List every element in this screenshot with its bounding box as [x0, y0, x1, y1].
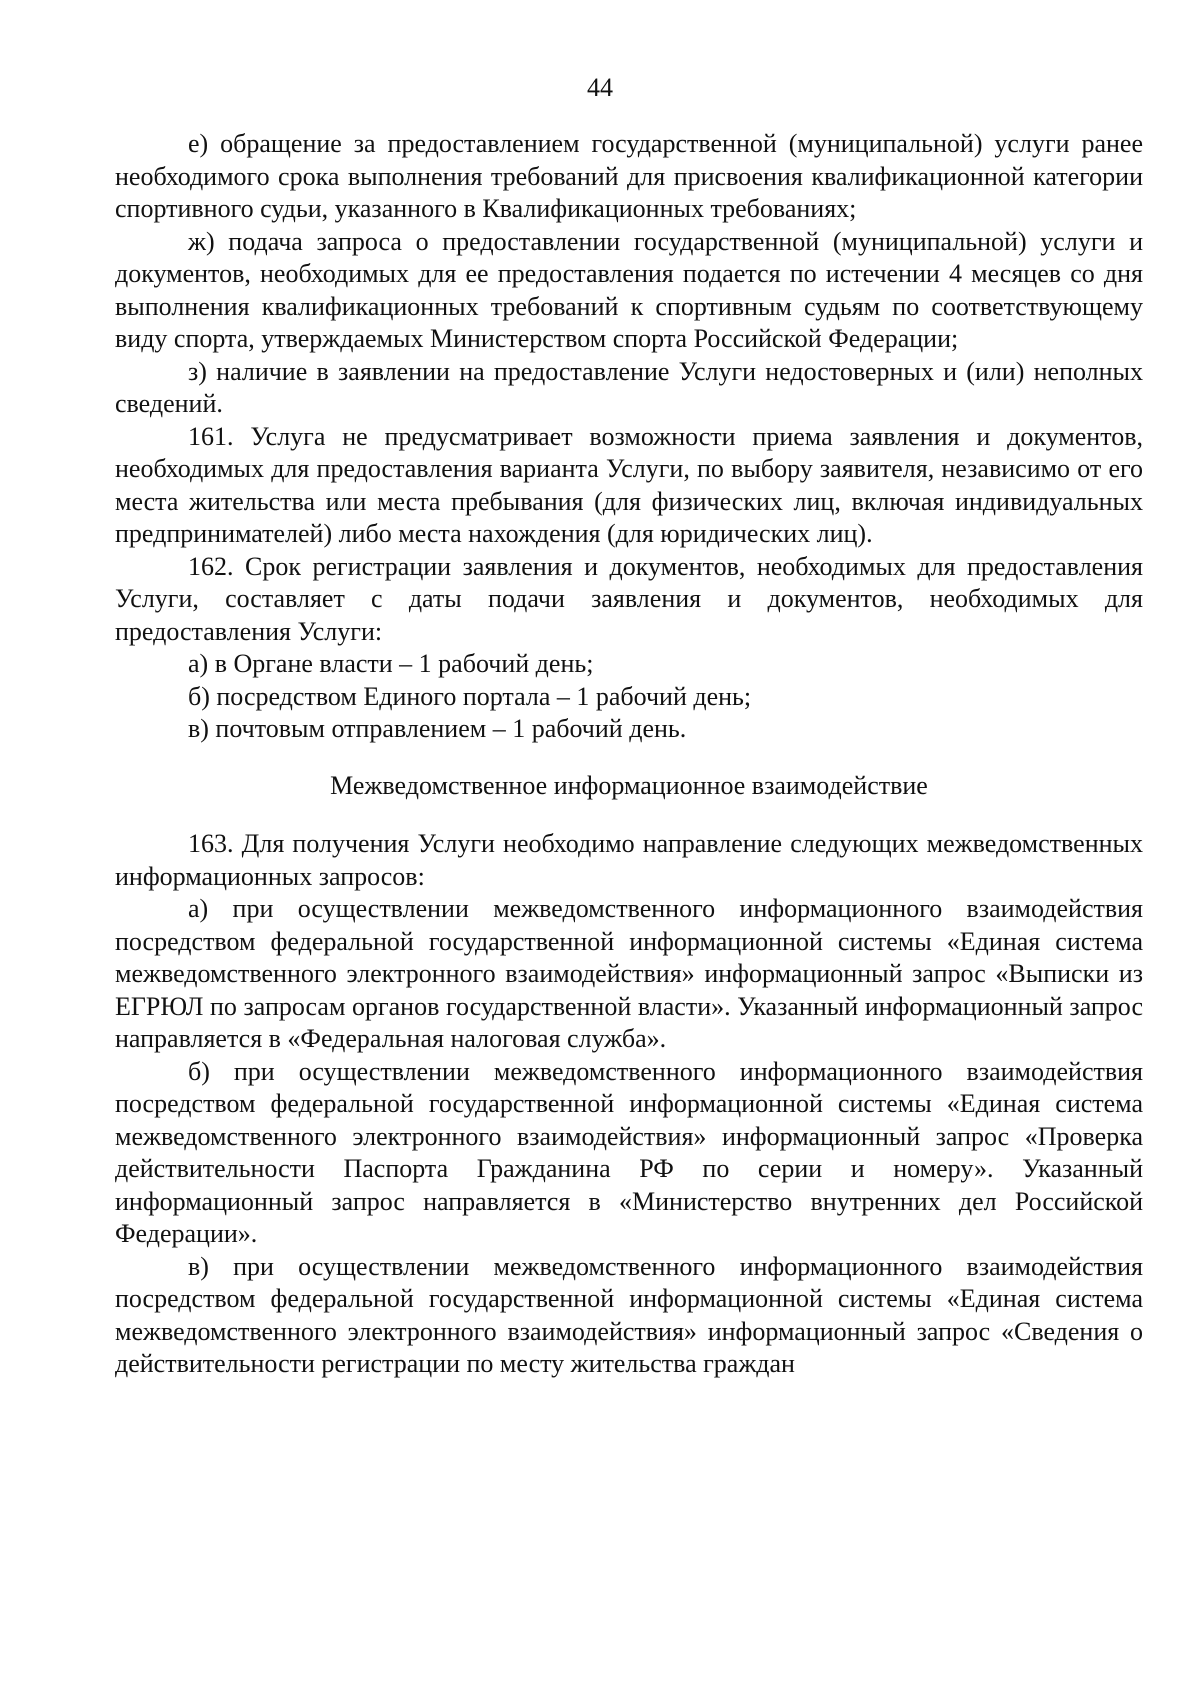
paragraph-162-item-b: б) посредством Единого портала – 1 рабочий день;	[188, 681, 752, 711]
paragraph-item-z: з) наличие в заявлении на предоставление Услуги недостоверных и (или) неполных сведений.	[115, 356, 1143, 418]
section-heading: Межведомственное информационное взаимодействие	[330, 770, 928, 800]
paragraph-162: 162. Срок регистрации заявления и документов, необходимых для предоставления Услуги, составляет с даты подачи заявления и документов, необходимых для предоставления Услуги:	[115, 551, 1143, 646]
paragraph-item-zh: ж) подача запроса о предоставлении государственной (муниципальной) услуги и документов, необходимых для ее предоставления подается по истечении 4 месяцев со дня выполнения квалификационных требований к спортивным судьям по соответствующему виду спорта, утверждаемых Министерством спорта Российской Федерации;	[115, 226, 1143, 353]
paragraph-item-e: е) обращение за предоставлением государственной (муниципальной) услуги ранее необходимого срока выполнения требований для присвоения квалификационной категории спортивного судьи, указанного в Квалификационных требованиях;	[115, 129, 1143, 223]
paragraph-163-item-a: а) при осуществлении межведомственного информационного взаимодействия посредством федеральной государственной информационной системы «Единая система межведомственного электронного взаимодействия» информационный запрос «Выписки из ЕГРЮЛ по запросам органов государственной власти». Указанный информационный запрос направляется в «Федеральная налоговая служба».	[115, 894, 1143, 1053]
paragraph-162-item-a: а) в Органе власти – 1 рабочий день;	[188, 649, 594, 678]
page-number: 44	[587, 73, 613, 102]
document-body	[115, 128, 1143, 1381]
paragraph-163-item-v: в) при осуществлении межведомственного информационного взаимодействия посредством федеральной государственной информационной системы «Единая система межведомственного электронного взаимодействия» информационный запрос «Сведения о действительности регистрации по месту жительства граждан	[115, 1251, 1143, 1378]
paragraph-163-item-b: б) при осуществлении межведомственного информационного взаимодействия посредством федеральной государственной информационной системы «Единая система межведомственного электронного взаимодействия» информационный запрос «Проверка действительности Паспорта Гражданина РФ по серии и номеру». Указанный информационный запрос направляется в «Министерство внутренних дел Российской Федерации».	[115, 1056, 1143, 1248]
paragraph-161: 161. Услуга не предусматривает возможности приема заявления и документов, необходимых для предоставления варианта Услуги, по выбору заявителя, независимо от его места жительства или места пребывания (для физических лиц, включая индивидуальных предпринимателей) либо места нахождения (для юридических лиц).	[115, 421, 1143, 548]
paragraph-163: 163. Для получения Услуги необходимо направление следующих межведомственных информационных запросов:	[115, 829, 1143, 891]
paragraph-162-item-v: в) почтовым отправлением – 1 рабочий день.	[188, 714, 687, 743]
